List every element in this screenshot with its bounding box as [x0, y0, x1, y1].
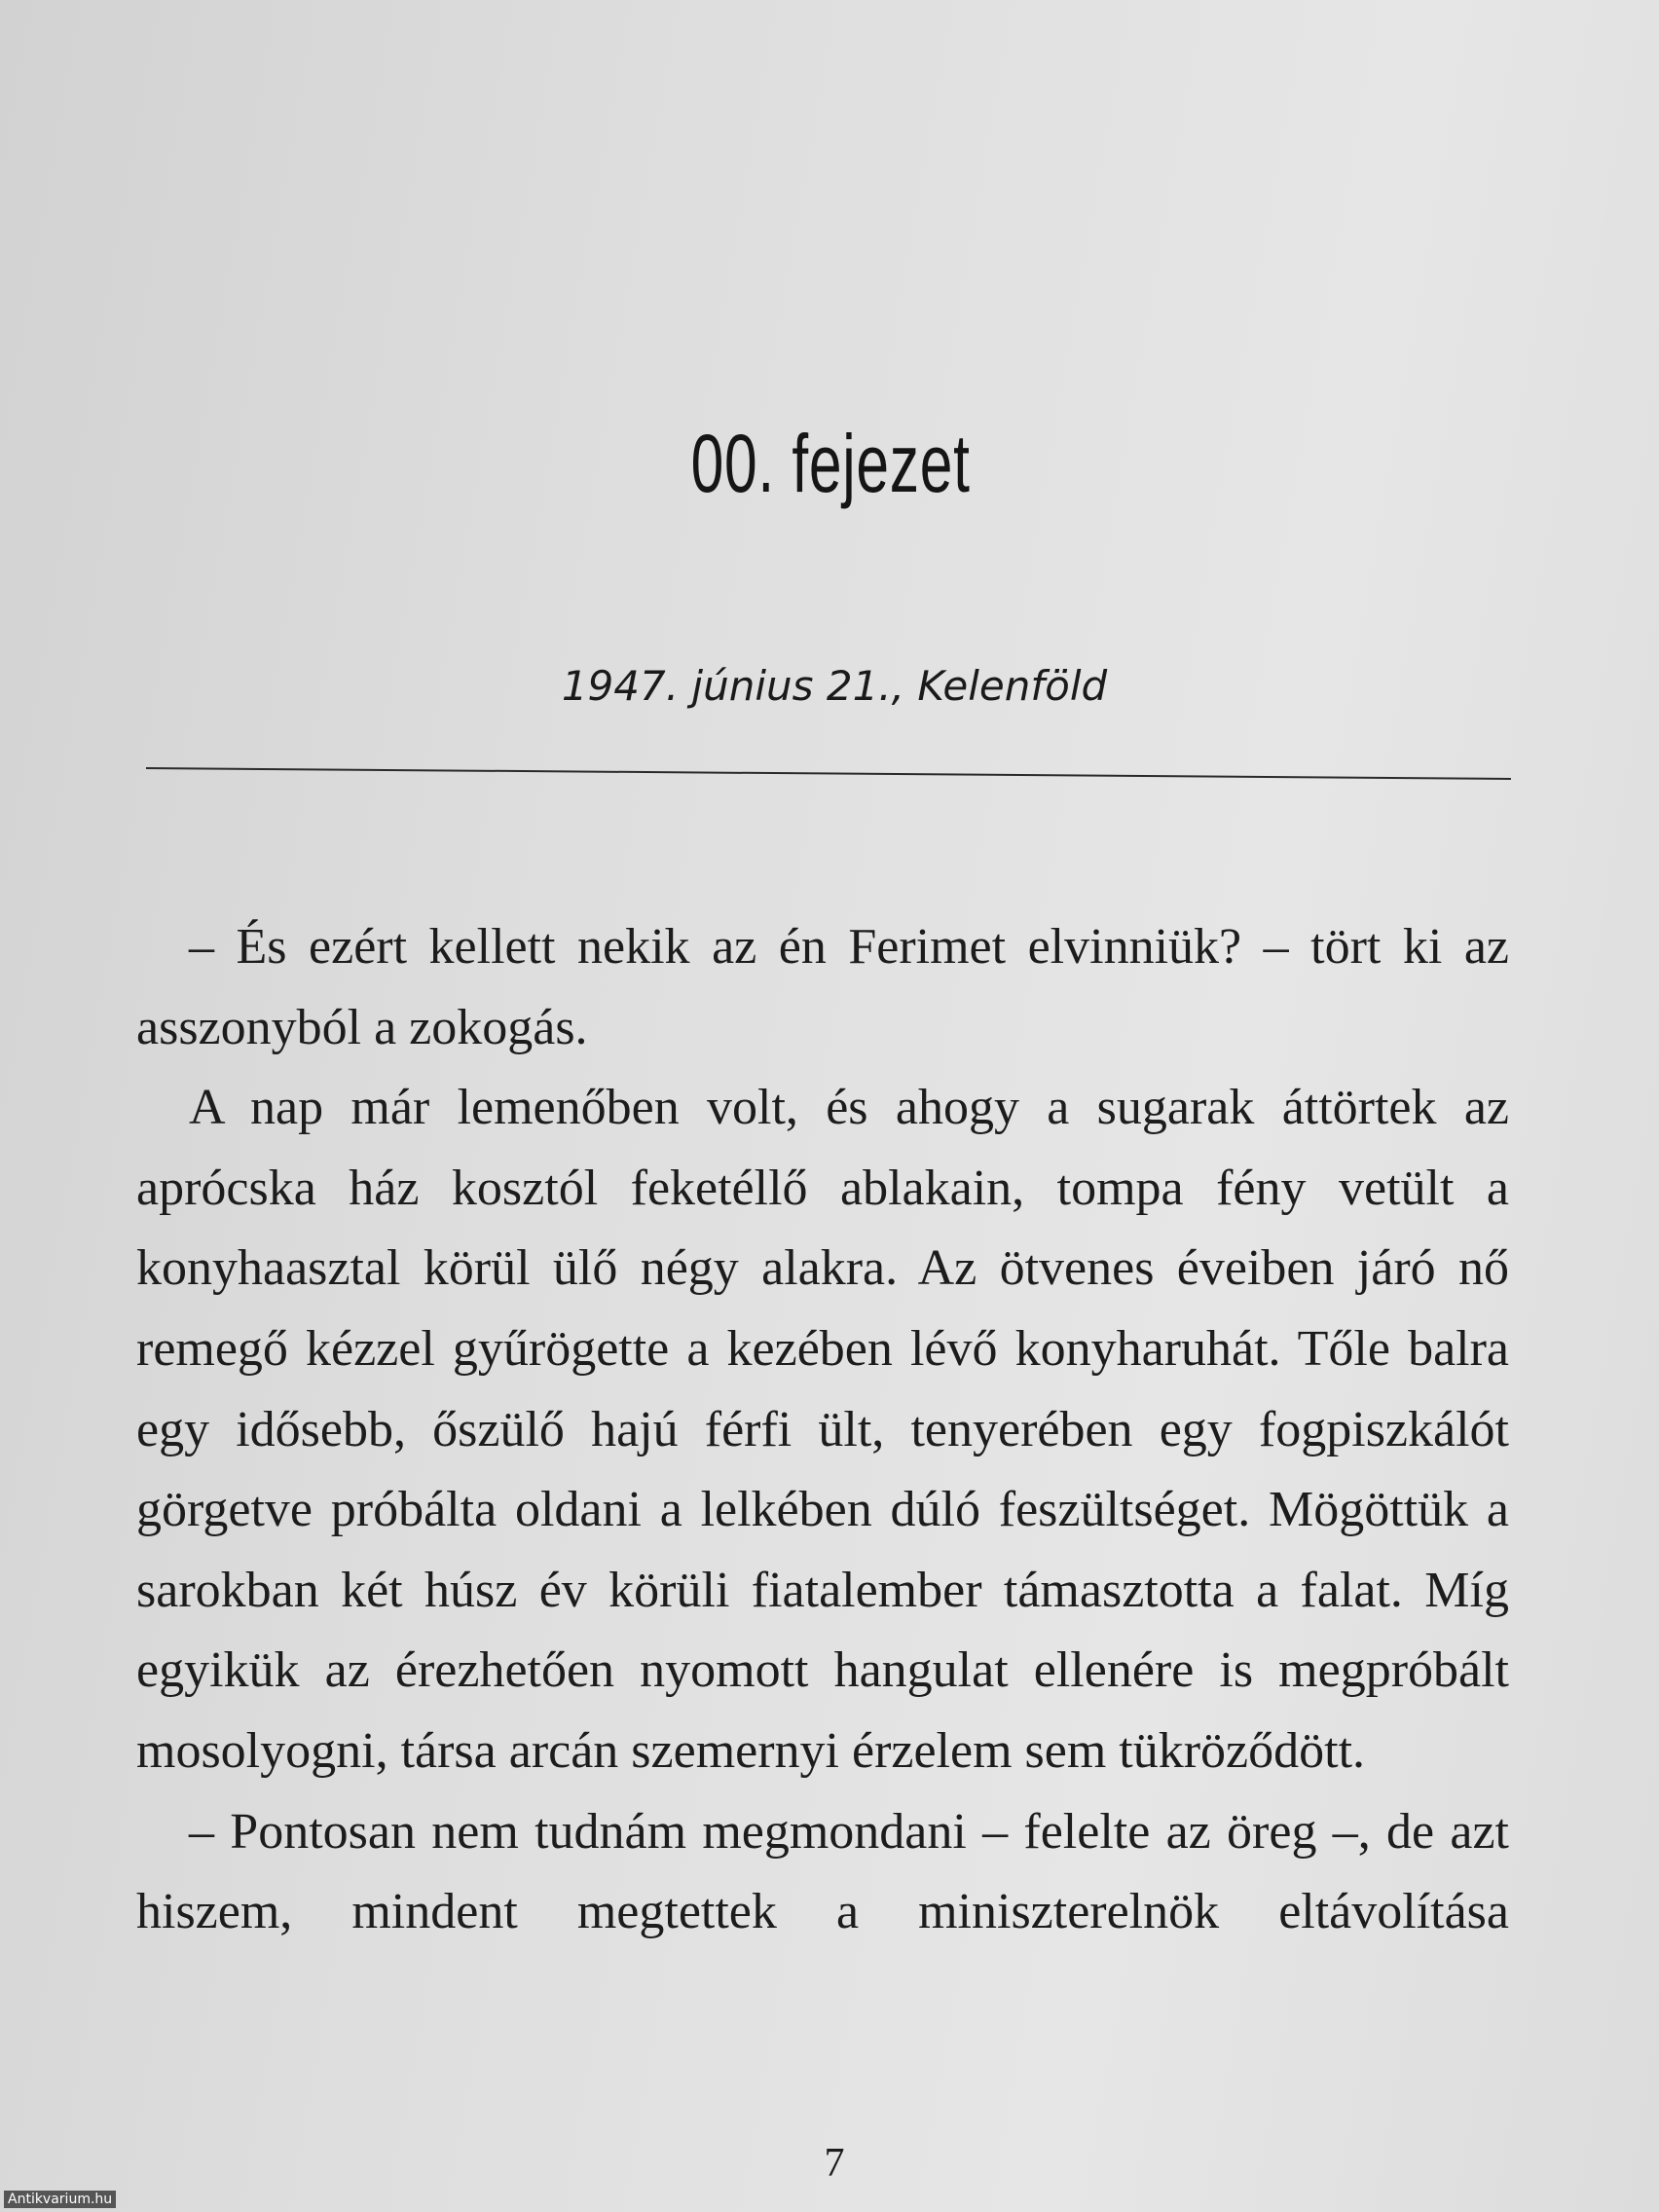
paragraph-2: A nap már lemenőben volt, és ahogy a sugarak áttörtek az aprócska ház kosztól feketéllő ablakain, tompa fény vetült a konyhaasztal körül ülő négy alakra. Az ötvenes éveiben járó nő remegő kézzel gyűrögette a kezében lévő konyharuhát. Tőle balra egy idősebb, őszülő hajú férfi ült, tenyerében egy fogpiszkálót görgetve próbálta oldani a lelkében dúló feszültséget. Mögöttük a sarokban két húsz év körüli fiatalember támasztotta a falat. Míg egyikük az érezhetően nyomott hangulat ellenére is megpróbált mosolyogni, társa arcán szemernyi érzelem sem tükröződött. — [136, 1080, 1509, 1779]
page-number: 7 — [824, 2141, 845, 2186]
chapter-title: 00. fejezet — [690, 418, 971, 509]
horizontal-rule — [146, 767, 1511, 780]
paragraph-3: – Pontosan nem tudnám megmondani – felelte az öreg –, de azt hiszem, mindent megtettek a miniszterelnök eltávolítása — [136, 1803, 1509, 1940]
watermark-logo: Antikvarium.hu — [4, 2191, 116, 2208]
paragraph-1: – És ezért kellett nekik az én Ferimet elvinniük? – tört ki az asszonyból a zokogás. — [136, 919, 1509, 1055]
body-text — [136, 907, 1509, 1953]
chapter-dateline: 1947. június 21., Kelenföld — [561, 662, 1108, 710]
